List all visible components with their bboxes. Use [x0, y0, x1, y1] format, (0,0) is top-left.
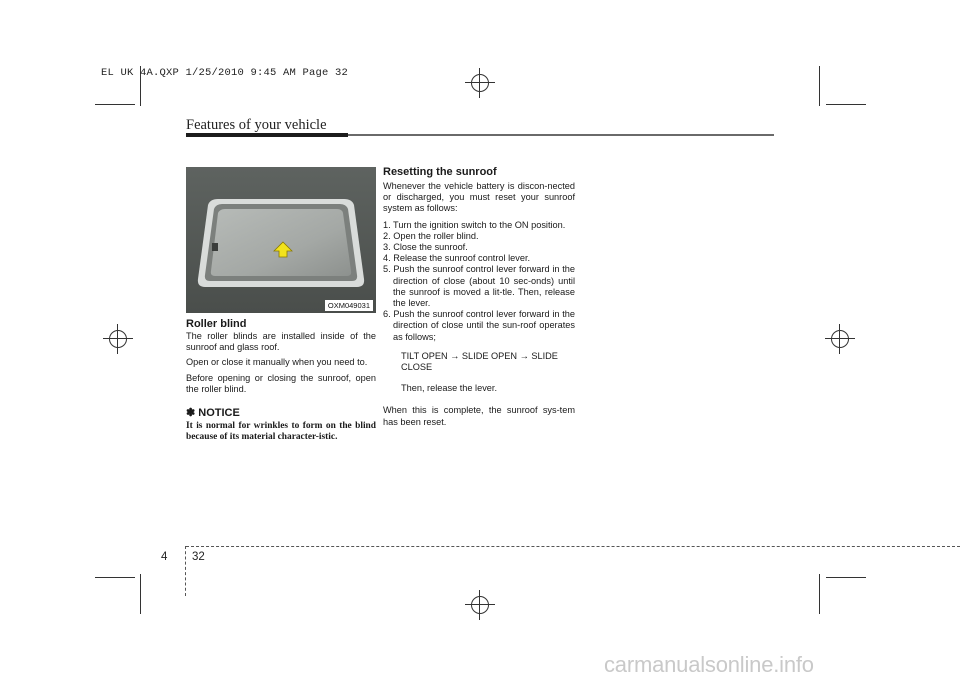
crop-mark-bl-h: [95, 577, 135, 578]
resetting-heading: Resetting the sunroof: [383, 166, 497, 178]
reset-step: 4. Release the sunroof control lever.: [383, 253, 531, 264]
registration-mark-bottom: [465, 590, 495, 620]
sunroof-sequence: TILT OPEN → SLIDE OPEN → SLIDE CLOSE: [401, 350, 558, 373]
registration-mark-right: [825, 324, 855, 354]
crop-mark-tl-h: [95, 104, 135, 105]
reset-step: 2. Open the roller blind.: [383, 230, 479, 241]
registration-mark-left: [103, 324, 133, 354]
reset-step: 5. Push the sunroof control lever forward in the direction of close (about 10 sec-onds) until the sunroof is moved a lit-tle. Then, release the lever.: [383, 264, 575, 309]
watermark: carmanualsonline.info: [604, 652, 814, 677]
crop-mark-br-h: [826, 577, 866, 578]
crop-mark-bl-v: [140, 574, 141, 614]
notice-label: ✽ NOTICE: [186, 407, 240, 420]
footer-divider: [185, 546, 186, 596]
print-slug: EL UK 4A.QXP 1/25/2010 9:45 AM Page 32: [101, 67, 349, 79]
sunroof-photo: [186, 167, 376, 313]
resetting-intro: Whenever the vehicle battery is discon-nected or discharged, you must reset your sunroof system as follows:: [383, 181, 575, 214]
figure-code: OXM049031: [325, 300, 373, 311]
sunroof-illustration: [186, 167, 376, 313]
reset-steps-list: [383, 220, 575, 343]
reset-step: 1. Turn the ignition switch to the ON position.: [383, 219, 566, 230]
registration-mark-top: [465, 68, 495, 98]
notice-text: It is normal for wrinkles to form on the blind because of its material character-istic.: [186, 421, 376, 443]
header-rule: [348, 134, 774, 136]
reset-step: 3. Close the sunroof.: [383, 242, 468, 253]
roller-blind-para-3: Before opening or closing the sunroof, open the roller blind.: [186, 372, 376, 394]
roller-blind-para-1: The roller blinds are installed inside of the sunroof and glass roof.: [186, 331, 376, 353]
crop-mark-tr-v: [819, 66, 820, 106]
crop-mark-tr-h: [826, 104, 866, 105]
roller-blind-para-2: Open or close it manually when you need to.: [186, 357, 368, 368]
reset-step: 6. Push the sunroof control lever forward in the direction of close until the sun-roof operates as follows;: [383, 309, 575, 342]
footer-section-number: 4: [161, 551, 168, 563]
release-lever-text: Then, release the lever.: [401, 383, 498, 394]
header-bar: [186, 133, 348, 137]
left-column: [186, 318, 376, 443]
roller-blind-heading: Roller blind: [186, 318, 247, 330]
reset-complete-text: When this is complete, the sunroof sys-tem has been reset.: [383, 405, 575, 427]
footer-page-number: 32: [192, 551, 205, 563]
footer-rule: [186, 546, 960, 547]
section-title: Features of your vehicle: [186, 117, 327, 133]
right-column: [383, 166, 575, 428]
crop-mark-br-v: [819, 574, 820, 614]
